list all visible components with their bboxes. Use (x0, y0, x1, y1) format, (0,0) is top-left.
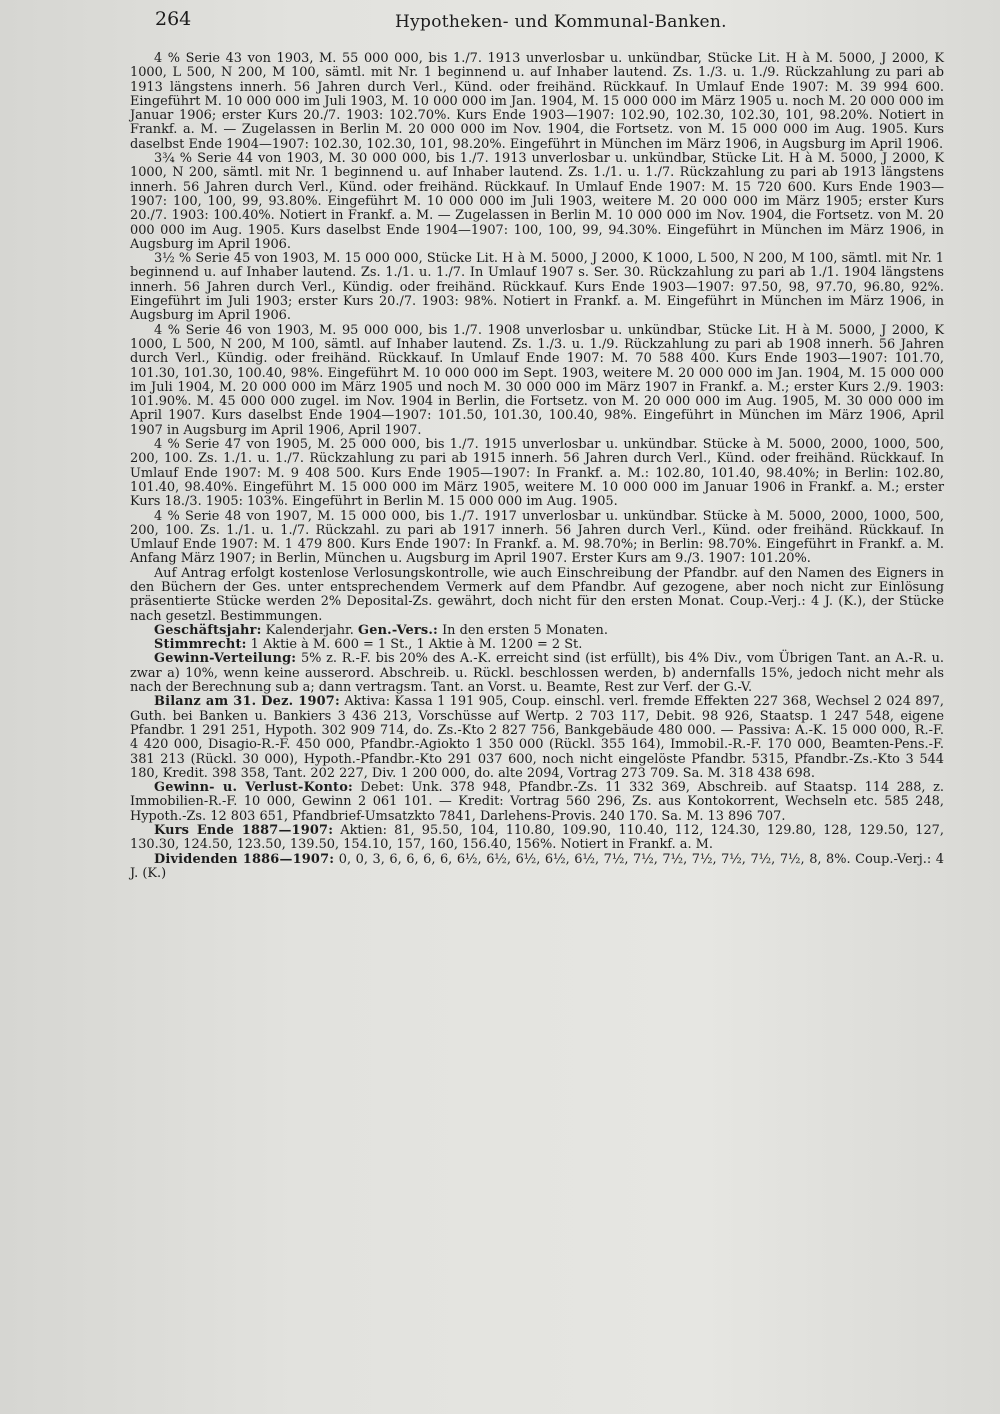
paragraph-bilanz (130, 695, 944, 781)
value-geschaeftsjahr: Kalenderjahr. (261, 622, 358, 638)
paragraph-gewinn-verlust (130, 781, 944, 824)
value-bilanz: Aktiva: Kassa 1 191 905, Coup. einschl. verl. fremde Effekten 227 368, Wechsel 2 024 897, Guth. bei Banken u. Bankiers 3 436 213, Vorschüsse auf Wertp. 2 703 117, Debit. 98 926, Staatsp. 1 247 548, eigene Pfandbr. 1 291 251, Hypoth. 302 909 714, do. Zs.-Kto 2 827 756, Bankgebäude 480 000. — Passiva: A.-K. 15 000 000, R.-F. 4 420 000, Disagio-R.-F. 450 000, Pfandbr.-Agiokto 1 350 000 (Rückl. 355 164), Immobil.-R.-F. 170 000, Beamten-Pens.-F. 381 213 (Rückl. 30 000), Hypoth.-Pfandbr.-Kto 291 037 600, noch nicht eingelöste Pfandbr. 5315, Pfandbr.-Zs.-Kto 3 544 180, Kredit. 398 358, Tant. 202 227, Div. 1 200 000, do. alte 2094, Vortrag 273 709. Sa. M. 318 438 698. (130, 694, 944, 781)
paragraph-serie-46: 4 % Serie 46 von 1903, M. 95 000 000, bis 1./7. 1908 unverlosbar u. unkündbar, Stücke Lit. H à M. 5000, J 2000, K 1000, L 500, N 200, M 100, sämtl. auf Inhaber lautend. Zs. 1./3. u. 1./9. Rückzahlung zu pari ab 1908 innerh. 56 Jahren durch Verl., Kündig. oder freihänd. Rückkauf. In Umlauf Ende 1907: M. 70 588 400. Kurs Ende 1903—1907: 101.70, 101.30, 101.30, 100.40, 98%. Eingeführt M. 10 000 000 im Sept. 1903, weitere M. 20 000 000 im Jan. 1904, M. 15 000 000 im Juli 1904, M. 20 000 000 im März 1905 und noch M. 30 000 000 im März 1907 in Frankf. a. M.; erster Kurs 2./9. 1903: 101.90%. M. 45 000 000 zugel. im Nov. 1904 in Berlin, die Fortsetz. von M. 20 000 000 im Aug. 1905, M. 30 000 000 im April 1907. Kurs daselbst Ende 1904—1907: 101.50, 101.30, 100.40, 98%. Eingeführt in München im März 1906, April 1907 in Augsburg im April 1906, April 1907. (130, 322, 944, 438)
page-number: 264 (155, 8, 192, 30)
label-stimmrecht: Stimmrecht: (154, 637, 247, 653)
label-bilanz: Bilanz am 31. Dez. 1907: (154, 694, 340, 710)
value-stimmrecht: 1 Aktie à M. 600 = 1 St., 1 Aktie à M. 1200 = 2 St. (246, 637, 583, 653)
label-dividenden: Dividenden 1886—1907: (154, 851, 335, 867)
paragraph-kurs (130, 824, 944, 853)
page-header (130, 8, 944, 38)
label-gewinn-verlust: Gewinn- u. Verlust-Konto: (154, 780, 353, 796)
paragraph-gewinn-verteilung (130, 652, 944, 695)
paragraph-serie-43: 4 % Serie 43 von 1903, M. 55 000 000, bis 1./7. 1913 unverlosbar u. unkündbar, Stücke Lit. H à M. 5000, J 2000, K 1000, L 500, N 200, M 100, sämtl. mit Nr. 1 beginnend u. auf Inhaber lautend. Zs. 1./3. u. 1./9. Rückzahlung zu pari ab 1913 längstens innerh. 56 Jahren durch Verl., Künd. oder freihänd. Rückkauf. In Umlauf Ende 1907: M. 39 994 600. Eingeführt M. 10 000 000 im Juli 1903, M. 10 000 000 im Jan. 1904, M. 15 000 000 im März 1905 u. noch M. 20 000 000 im Januar 1906; erster Kurs 20./7. 1903: 102.70%. Kurs Ende 1903—1907: 102.90, 102.30, 102.30, 101, 98.20%. Notiert in Frankf. a. M. — Zugelassen in Berlin M. 20 000 000 im Nov. 1904, die Fortsetz. von M. 15 000 000 im Aug. 1905. Kurs daselbst Ende 1904—1907: 102.30, 102.30, 101, 98.20%. Eingeführt in München im März 1906, in Augsburg im April 1906. (130, 51, 944, 152)
paragraph-serie-47: 4 % Serie 47 von 1905, M. 25 000 000, bis 1./7. 1915 unverlosbar u. unkündbar. Stücke à M. 5000, 2000, 1000, 500, 200, 100. Zs. 1./1. u. 1./7. Rückzahlung zu pari ab 1915 innerh. 56 Jahren durch Verl., Künd. oder freihänd. Rückkauf. In Umlauf Ende 1907: M. 9 408 500. Kurs Ende 1905—1907: In Frankf. a. M.: 102.80, 101.40, 98.40%; in Berlin: 102.80, 101.40, 98.40%. Eingeführt M. 15 000 000 im März 1905, weitere M. 10 000 000 im Januar 1906 in Frankf. a. M.; erster Kurs 18./3. 1905: 103%. Eingeführt in Berlin M. 15 000 000 im Aug. 1905. (130, 437, 944, 510)
value-kurs: Aktien: 81, 95.50, 104, 110.80, 109.90, 110.40, 112, 124.30, 129.80, 128, 129.50, 127, 130.30, 124.50, 123.50, 139.50, 154.10, 157, 160, 156.40, 156%. Notiert in Frankf. a. M. (130, 823, 944, 853)
paragraph-serie-44: 3¾ % Serie 44 von 1903, M. 30 000 000, bis 1./7. 1913 unverlosbar u. unkündbar, Stücke Lit. H à M. 5000, J 2000, K 1000, N 200, sämtl. mit Nr. 1 beginnend u. auf Inhaber lautend. Zs. 1./1. u. 1./7. Rückzahlung zu pari ab 1913 längstens innerh. 56 Jahren durch Verl., Künd. oder freihänd. Rückkauf. In Umlauf Ende 1907: M. 15 720 600. Kurs Ende 1903—1907: 100, 100, 99, 93.80%. Eingeführt M. 10 000 000 im Juli 1903, weitere M. 20 000 000 im März 1905; erster Kurs 20./7. 1903: 100.40%. Notiert in Frankf. a. M. — Zugelassen in Berlin M. 10 000 000 im Nov. 1904, die Fortsetz. von M. 20 000 000 im Aug. 1905. Kurs daselbst Ende 1904—1907: 100, 100, 99, 94.30%. Eingeführt in München im März 1906, in Augsburg im April 1906. (130, 151, 944, 252)
label-kurs: Kurs Ende 1887—1907: (154, 823, 334, 839)
value-dividenden: 0, 0, 3, 6, 6, 6, 6, 6½, 6½, 6½, 6½, 6½, 7½, 7½, 7½, 7½, 7½, 7½, 7½, 8, 8%. Coup.-Verj.: 4 J. (K.) (130, 851, 944, 881)
value-gewinn-verlust: Debet: Unk. 378 948, Pfandbr.-Zs. 11 332 369, Abschreib. auf Staatsp. 114 288, z. Immobilien-R.-F. 10 000, Gewinn 2 061 101. — Kredit: Vortrag 560 296, Zs. aus Kontokorrent, Wechseln etc. 585 248, Hypoth.-Zs. 12 803 651, Pfandbrief-Umsatzkto 7841, Darlehens-Provis. 240 170. Sa. M. 13 896 707. (130, 780, 944, 824)
paragraph-serie-48: 4 % Serie 48 von 1907, M. 15 000 000, bis 1./7. 1917 unverlosbar u. unkündbar. Stücke à M. 5000, 2000, 1000, 500, 200, 100. Zs. 1./1. u. 1./7. Rückzahl. zu pari ab 1917 innerh. 56 Jahren durch Verl., Künd. oder freihänd. Rückkauf. In Umlauf Ende 1907: M. 1 479 800. Kurs Ende 1907: In Frankf. a. M. 98.70%; in Berlin: 98.70%. Eingeführt in Frankf. a. M. Anfang März 1907; in Berlin, München u. Augsburg im April 1907. Erster Kurs am 9./3. 1907: 101.20%. (130, 508, 944, 567)
value-gen-vers: In den ersten 5 Monaten. (437, 622, 608, 638)
label-gen-vers: Gen.-Vers.: (357, 622, 438, 638)
paragraph-dividenden (130, 853, 944, 882)
paragraph-serie-45: 3½ % Serie 45 von 1903, M. 15 000 000, Stücke Lit. H à M. 5000, J 2000, K 1000, L 500, N 200, M 100, sämtl. mit Nr. 1 beginnend u. auf Inhaber lautend. Zs. 1./1. u. 1./7. In Umlauf 1907 s. Ser. 30. Rückzahlung zu pari ab 1./1. 1904 längstens innerh. 56 Jahren durch Verl., Kündig. oder freihänd. Rückkauf. Kurs Ende 1903—1907: 97.50, 98, 97.70, 96.80, 92%. Eingeführt im Juli 1903; erster Kurs 20./7. 1903: 98%. Notiert in Frankf. a. M. Eingeführt in München im März 1906, in Augsburg im April 1906. (130, 251, 944, 324)
label-geschaeftsjahr: Geschäftsjahr: (154, 622, 262, 638)
document-body (130, 52, 944, 881)
label-gewinn-verteilung: Gewinn-Verteilung: (154, 651, 297, 667)
paragraph-geschaeftsjahr (130, 624, 944, 638)
running-title: Hypotheken- und Kommunal-Banken. (395, 12, 727, 32)
value-gewinn-verteilung: 5% z. R.-F. bis 20% des A.-K. erreicht sind (ist erfüllt), bis 4% Div., vom Übrigen Tant. an A.-R. u. zwar a) 10%, wenn keine ausserord. Abschreib. u. Rückl. beschlossen werden, b) andernfalls 15%, jedoch nicht mehr als nach der Berechnung sub a; dann vertragsm. Tant. an Vorst. u. Beamte, Rest zur Verf. der G.-V. (130, 651, 944, 696)
paragraph-verlosungskontrolle: Auf Antrag erfolgt kostenlose Verlosungskontrolle, wie auch Einschreibung der Pfandbr. auf den Namen des Eigners in den Büchern der Ges. unter entsprechendem Vermerk auf dem Pfandbr. Auf gezogene, aber noch nicht zur Einlösung präsentierte Stücke werden 2% Deposital-Zs. gewährt, doch nicht für den ersten Monat. Coup.-Verj.: 4 J. (K.), der Stücke nach gesetzl. Bestimmungen. (130, 565, 944, 624)
